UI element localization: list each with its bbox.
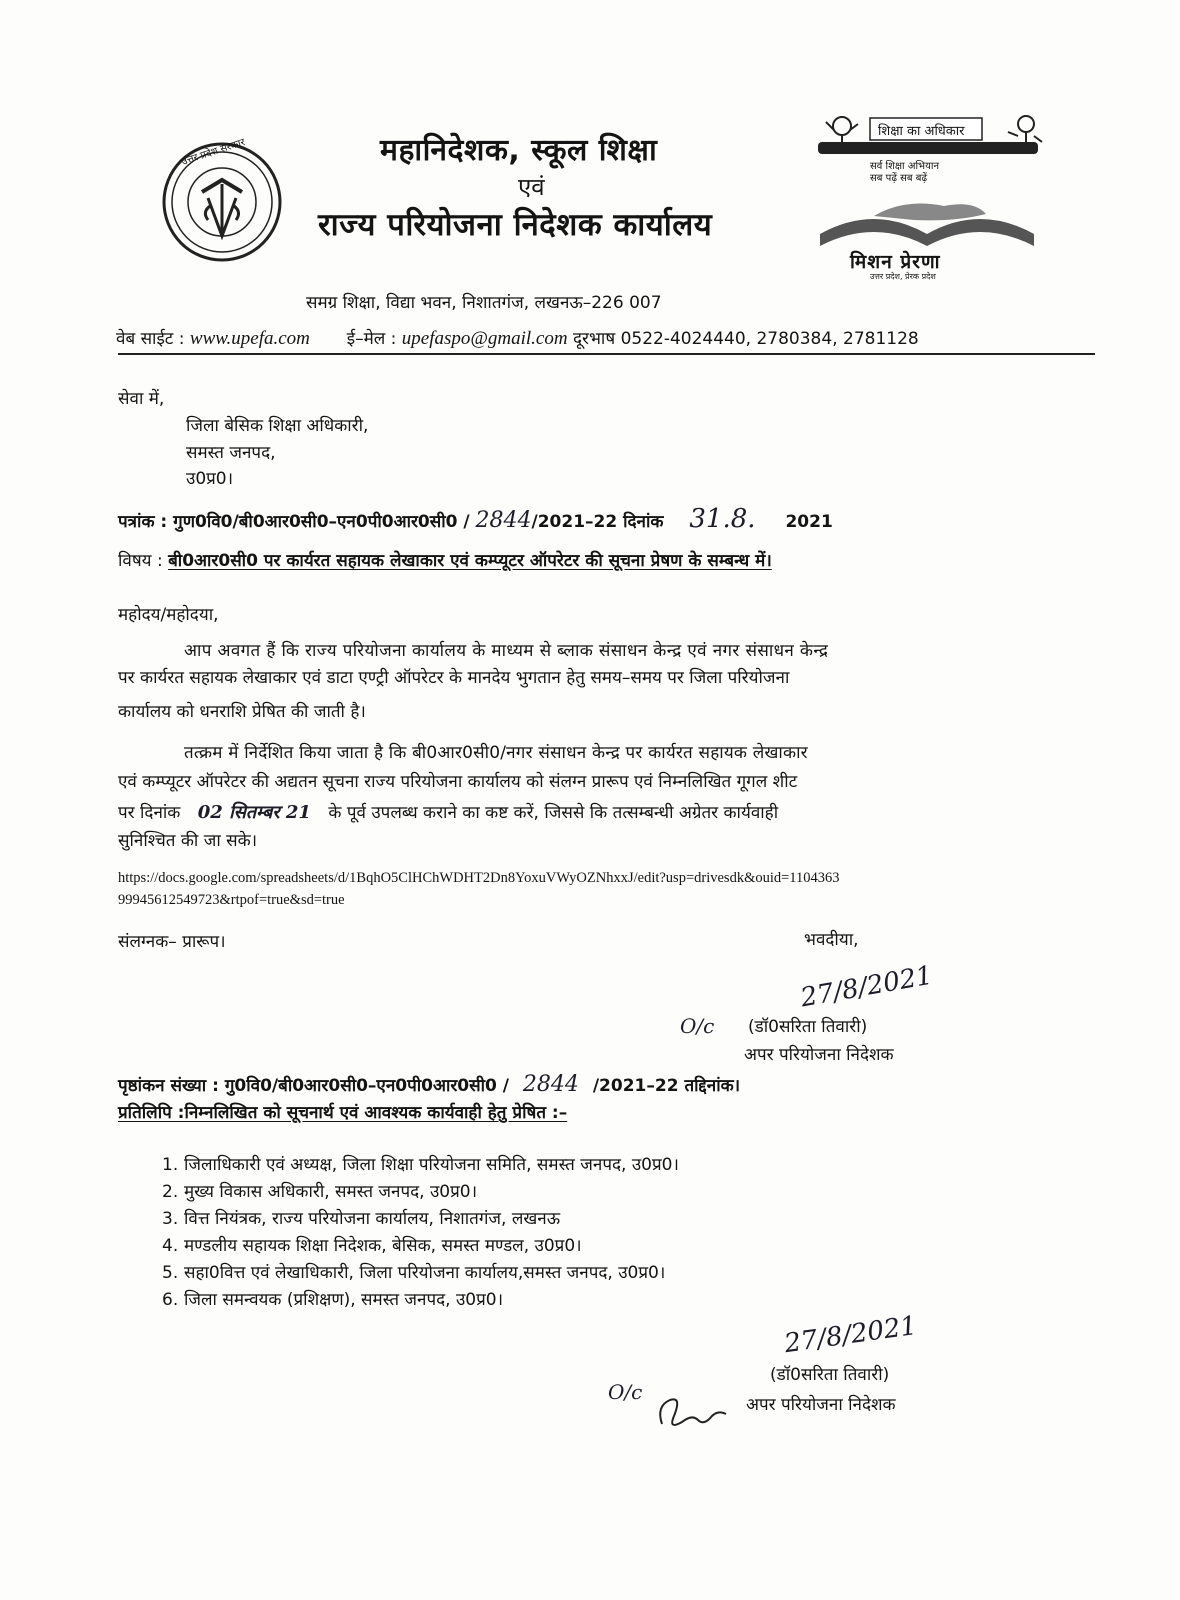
endorsement-number: 2844 xyxy=(522,1072,579,1097)
reference-date-handwritten: 31.8. xyxy=(689,504,756,534)
list-item xyxy=(162,1154,679,1176)
list-item-text: जिलाधिकारी एवं अध्यक्ष, जिला शिक्षा परियोजना समिति, समस्त जनपद, उ0प्र0। xyxy=(184,1155,679,1175)
recipient-line1: जिला बेसिक शिक्षा अधिकारी, xyxy=(186,416,369,436)
para1-line3: कार्यालय को धनराशि प्रेषित की जाती है। xyxy=(118,702,366,722)
website-label: वेब साईट : xyxy=(116,329,185,349)
recipient-line2: समस्त जनपद, xyxy=(186,443,276,463)
copy-to-heading: प्रतिलिपि :निम्नलिखित को सूचनार्थ एवं आवश्यक कार्यवाही हेतु प्रेषित :– xyxy=(118,1103,568,1123)
list-item-number: 3. xyxy=(162,1209,179,1229)
list-item-number: 4. xyxy=(162,1236,179,1256)
signature1-designation: अपर परियोजना निदेशक xyxy=(744,1045,894,1065)
list-item xyxy=(162,1262,665,1284)
mission-prerna-logo xyxy=(814,194,1040,284)
mission-prerna-subtext: उत्तर प्रदेश, प्रेरक प्रदेश xyxy=(870,272,936,281)
reference-line xyxy=(118,504,833,534)
google-sheet-url-line2[interactable]: 99945612549723&rtpof=true&sd=true xyxy=(118,892,345,908)
website-link[interactable]: www.upefa.com xyxy=(189,328,310,349)
email-link[interactable]: upefaspo@gmail.com xyxy=(401,328,568,349)
deadline-date-handwritten: 02 सितम्बर 21 xyxy=(197,802,311,823)
enclosure-note: संलग्नक– प्रारूप। xyxy=(118,932,226,952)
header-divider xyxy=(118,353,1095,355)
para2-line1: तत्क्रम में निर्देशित किया जाता है कि बी0आर0सी0/नगर संसाधन केन्द्र पर कार्यरत सहायक लेखाकार xyxy=(184,743,808,763)
para2-line4: सुनिश्चित की जा सके। xyxy=(118,831,258,851)
signature1-handwritten: 27/8/2021 xyxy=(798,960,935,1014)
office-title-line3: राज्य परियोजना निदेशक कार्यालय xyxy=(318,207,713,243)
endorsement-prefix: पृष्ठांकन संख्या : गु0वि0/बी0आर0सी0–एन0पी0आर0सी0 / xyxy=(118,1076,509,1096)
list-item xyxy=(162,1289,503,1311)
signature1-oc-note: O/c xyxy=(680,1014,715,1038)
reference-prefix: पत्रांक : गुण0वि0/बी0आर0सी0–एन0पी0आर0सी0 / xyxy=(118,512,470,532)
reference-number: 2844 xyxy=(475,508,532,533)
list-item-number: 2. xyxy=(162,1182,179,1202)
phone-numbers: 0522-4024440, 2780384, 2781128 xyxy=(620,329,919,349)
list-item-text: वित्त नियंत्रक, राज्य परियोजना कार्यालय, निशातगंज, लखनऊ xyxy=(184,1209,561,1229)
signature1-name: (डॉ0सरिता तिवारी) xyxy=(748,1017,868,1037)
rte-logo-text: शिक्षा का अधिकार xyxy=(878,124,965,139)
seal-text: उत्तर प्रदेश सरकार xyxy=(180,137,247,168)
ssa-line2: सब पढ़ें सब बढ़ें xyxy=(870,173,928,184)
list-item xyxy=(162,1235,582,1257)
signature2-designation: अपर परियोजना निदेशक xyxy=(746,1395,896,1415)
state-seal xyxy=(160,137,284,264)
list-item-text: मण्डलीय सहायक शिक्षा निदेशक, बेसिक, समस्त मण्डल, उ0प्र0। xyxy=(184,1236,582,1256)
list-item-number: 1. xyxy=(162,1155,179,1175)
para1-line1: आप अवगत हैं कि राज्य परियोजना कार्यालय के माध्यम से ब्लाक संसाधन केन्द्र एवं नगर संसाधन केन्द्र xyxy=(184,641,829,661)
initials-scribble-icon xyxy=(652,1386,732,1436)
list-item xyxy=(162,1208,560,1230)
list-item-text: सहा0वित्त एवं लेखाधिकारी, जिला परियोजना कार्यालय,समस्त जनपद, उ0प्र0। xyxy=(184,1263,666,1283)
contact-line xyxy=(116,328,919,350)
signature2-name: (डॉ0सरिता तिवारी) xyxy=(770,1365,890,1385)
recipient-line3: उ0प्र0। xyxy=(186,469,234,489)
mission-prerna-text: मिशन प्रेरणा xyxy=(850,251,941,273)
signature2-handwritten: 27/8/2021 xyxy=(782,1310,919,1360)
google-sheet-url-line1[interactable]: https://docs.google.com/spreadsheets/d/1BqhO5ClHChWDHT2Dn8YoxuVWyOZNhxxJ/edit?usp=drivesdk&ouid=1104363 xyxy=(118,870,840,886)
office-title-line1: महानिदेशक, स्कूल शिक्षा xyxy=(380,133,658,168)
subject-line xyxy=(118,550,772,572)
initials-scribble xyxy=(652,1386,732,1440)
recipient-salutation: सेवा में, xyxy=(118,389,165,409)
para2-line3-end: के पूर्व उपलब्ध कराने का कष्ट करें, जिससे कि तत्सम्बन्धी अग्रेतर कार्यवाही xyxy=(328,803,779,823)
seal-emblem-icon xyxy=(160,140,284,264)
endorsement-line xyxy=(118,1074,740,1097)
closing: भवदीया, xyxy=(804,930,859,950)
greeting: महोदय/महोदया, xyxy=(118,605,219,625)
reference-year: /2021–22 दिनांक xyxy=(531,512,664,532)
para2-line3-start: पर दिनांक xyxy=(118,803,181,823)
para2-line2: एवं कम्प्यूटर ऑपरेटर की अद्यतन सूचना राज्य परियोजना कार्यालय को संलग्न प्रारूप एवं निम्नलिखित गूगल शीट xyxy=(118,772,798,792)
office-title-line2: एवं xyxy=(518,173,545,201)
list-item xyxy=(162,1181,477,1203)
office-address: समग्र शिक्षा, विद्या भवन, निशातगंज, लखनऊ–226 007 xyxy=(306,293,662,313)
subject-text: बी0आर0सी0 पर कार्यरत सहायक लेखाकार एवं कम्प्यूटर ऑपरेटर की सूचना प्रेषण के सम्बन्ध में। xyxy=(168,551,772,571)
signature2-oc-note: O/c xyxy=(608,1380,643,1404)
para2-line3 xyxy=(118,802,778,824)
open-book-map-icon xyxy=(814,194,1040,254)
subject-label: विषय : xyxy=(118,551,163,571)
rte-logo xyxy=(812,112,1048,182)
list-item-text: जिला समन्वयक (प्रशिक्षण), समस्त जनपद, उ0प्र0। xyxy=(184,1290,504,1310)
reference-date-year: 2021 xyxy=(785,512,833,532)
para1-line2: पर कार्यरत सहायक लेखाकार एवं डाटा एण्ट्री ऑपरेटर के मानदेय भुगतान हेतु समय–समय पर जिला परियोजना xyxy=(118,668,790,688)
list-item-text: मुख्य विकास अधिकारी, समस्त जनपद, उ0प्र0। xyxy=(184,1182,478,1202)
email-label: ई–मेल : xyxy=(346,329,397,349)
list-item-number: 6. xyxy=(162,1290,179,1310)
phone-label: दूरभाष xyxy=(572,329,616,349)
ssa-line1: सर्व शिक्षा अभियान xyxy=(870,161,940,172)
list-item-number: 5. xyxy=(162,1263,179,1283)
endorsement-suffix: /2021–22 तद्दिनांक। xyxy=(592,1076,741,1096)
